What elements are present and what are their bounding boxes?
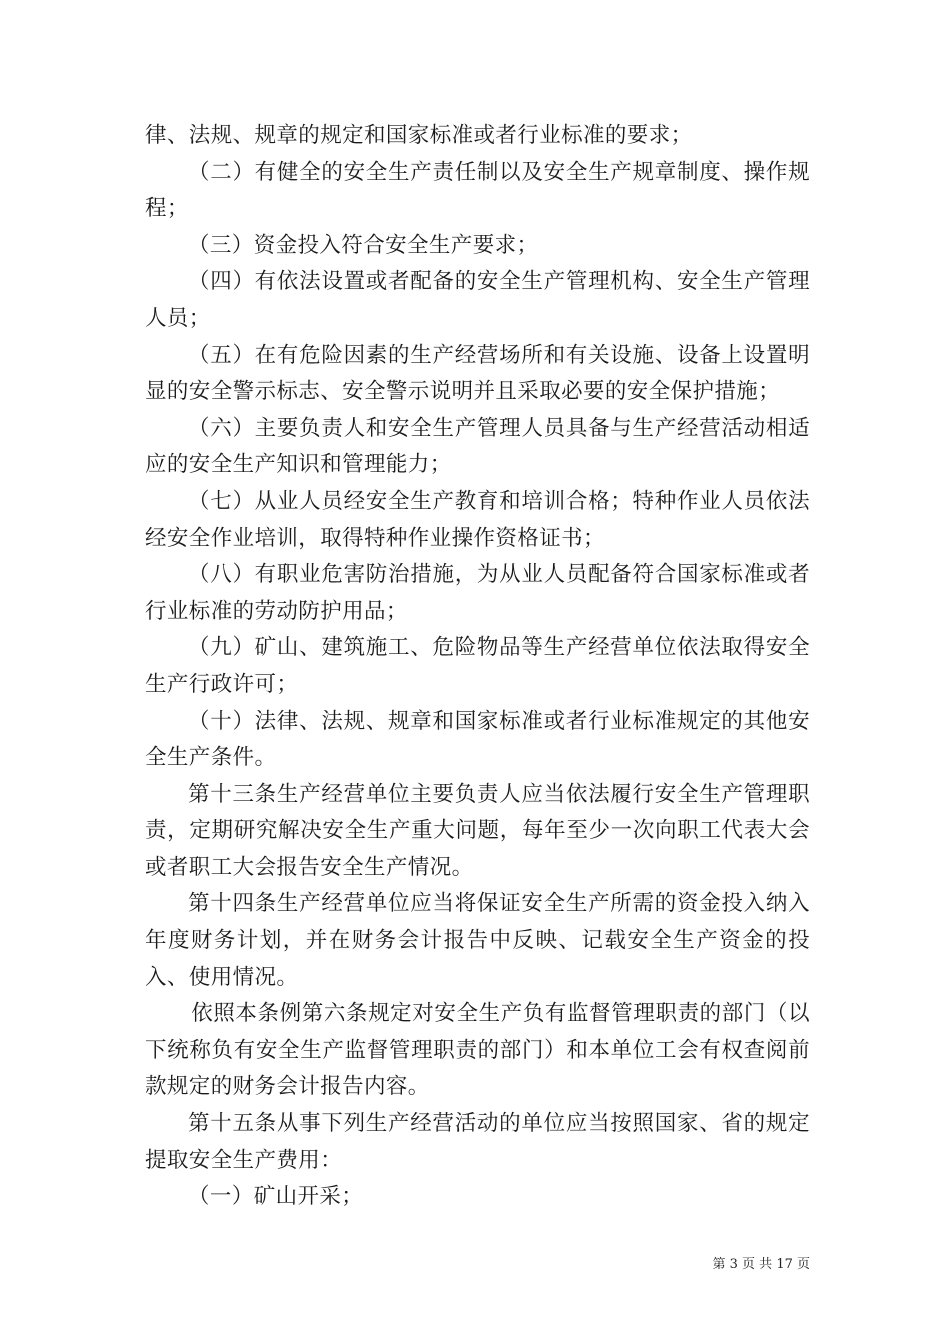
paragraph-7: （七）从业人员经安全生产教育和培训合格；特种作业人员依法经安全作业培训，取得特种作业操作资格证书； (145, 488, 810, 551)
page-number-footer: 第 3 页 共 17 页 (712, 1257, 810, 1272)
paragraph-1: 律、法规、规章的规定和国家标准或者行业标准的要求； (145, 123, 693, 148)
paragraph-article-13: 第十三条生产经营单位主要负责人应当依法履行安全生产管理职责，定期研究解决安全生产重大问题，每年至少一次向职工代表大会或者职工大会报告安全生产情况。 (145, 781, 810, 880)
paragraph-8: （八）有职业危害防治措施，为从业人员配备符合国家标准或者行业标准的劳动防护用品； (145, 562, 810, 624)
paragraph-10: （十）法律、法规、规章和国家标准或者行业标准规定的其他安全生产条件。 (145, 708, 810, 771)
paragraph-2: （二）有健全的安全生产责任制以及安全生产规章制度、操作规程； (145, 159, 810, 222)
paragraph-4: （四）有依法设置或者配备的安全生产管理机构、安全生产管理人员； (145, 269, 810, 331)
paragraph-article-14-note: 依照本条例第六条规定对安全生产负有监督管理职责的部门（以下统称负有安全生产监督管理职责的部门）和本单位工会有权查阅前款规定的财务会计报告内容。 (145, 1001, 810, 1100)
paragraph-article-15-item-1: （一）矿山开采； (188, 1184, 364, 1210)
paragraph-9: （九）矿山、建筑施工、危险物品等生产经营单位依法取得安全生产行政许可； (145, 635, 810, 697)
document-body (145, 118, 810, 1216)
paragraph-6: （六）主要负责人和安全生产管理人员具备与生产经营活动相适应的安全生产知识和管理能力； (145, 415, 810, 478)
paragraph-article-15: 第十五条从事下列生产经营活动的单位应当按照国家、省的规定提取安全生产费用： (145, 1111, 810, 1173)
paragraph-3: （三）资金投入符合安全生产要求； (188, 232, 539, 258)
paragraph-article-14: 第十四条生产经营单位应当将保证安全生产所需的资金投入纳入年度财务计划，并在财务会计报告中反映、记载安全生产资金的投入、使用情况。 (145, 891, 810, 990)
paragraph-5: （五）在有危险因素的生产经营场所和有关设施、设备上设置明显的安全警示标志、安全警示说明并且采取必要的安全保护措施； (145, 342, 810, 405)
